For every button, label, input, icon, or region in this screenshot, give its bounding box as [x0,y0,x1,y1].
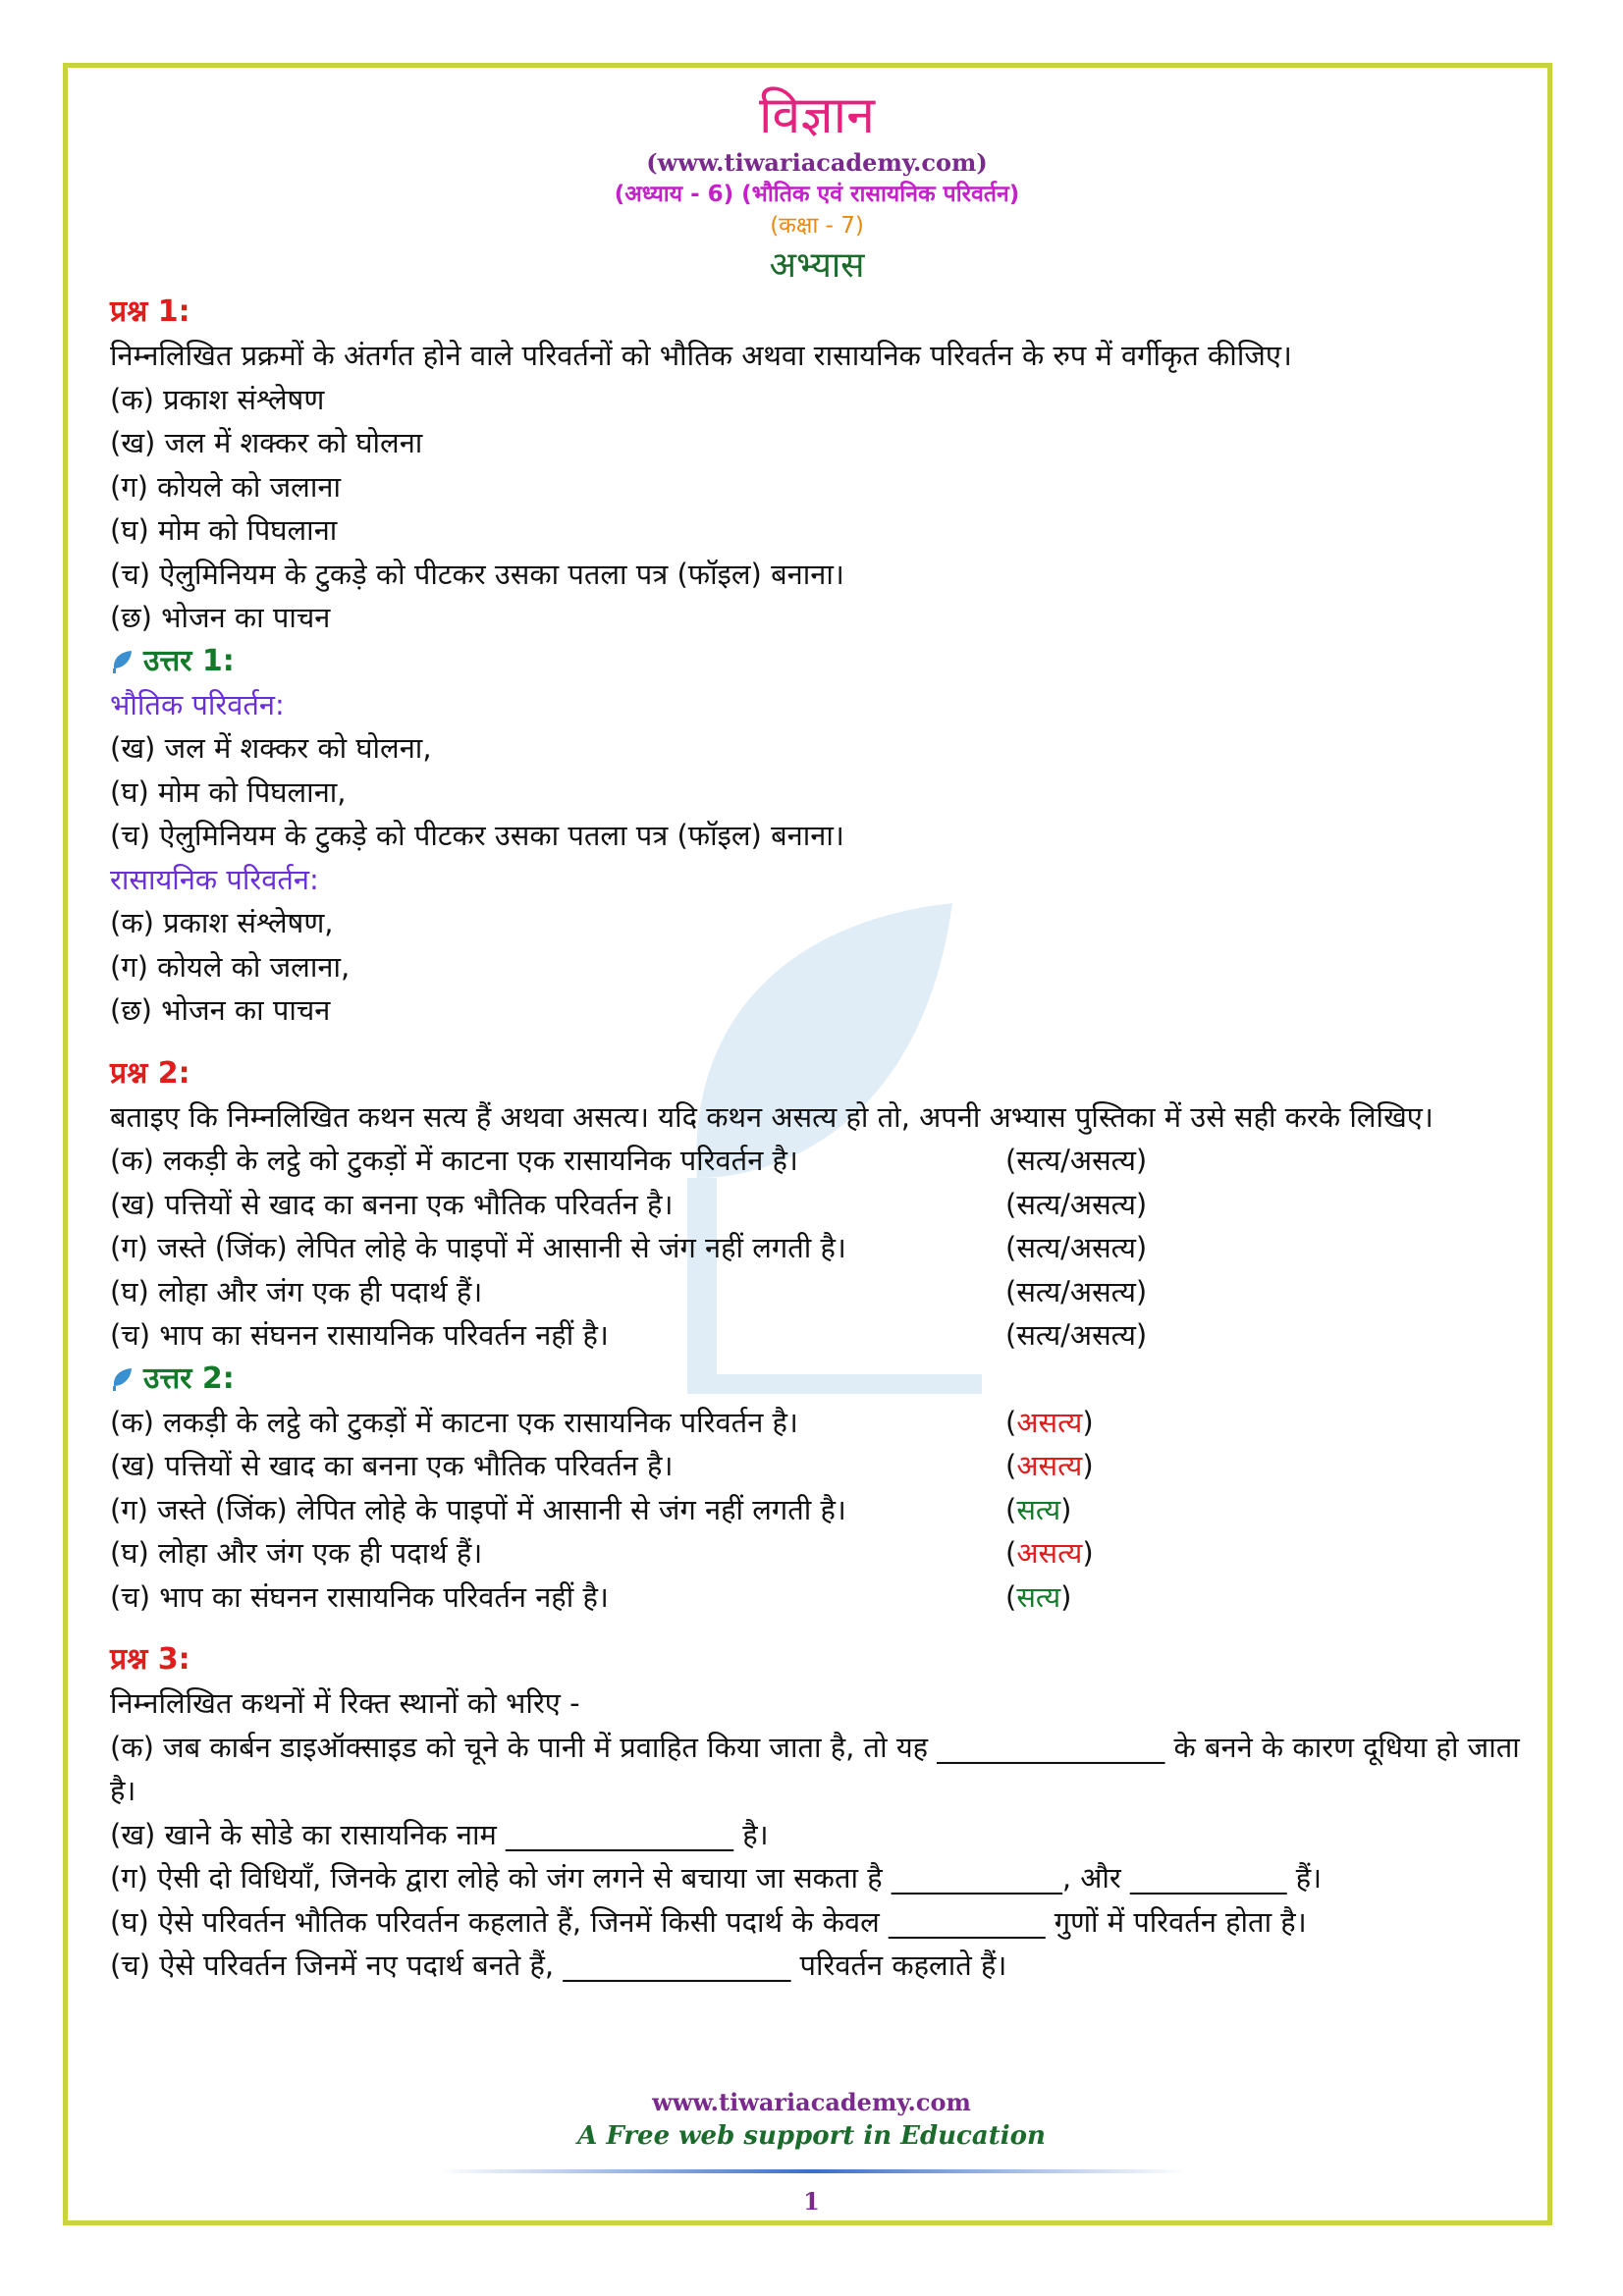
question-3-heading: प्रश्न 3: [110,1642,190,1677]
statement: (क) लकड़ी के लट्ठे को टुकड़ों में काटना एक रासायनिक परिवर्तन है। [110,1144,798,1177]
answer-row [110,1401,1524,1445]
answer-row [110,1575,1524,1620]
choice-label: (सत्य/असत्य) [1005,1144,1148,1177]
list-item: (ख) जल में शक्कर को घोलना, [110,731,432,765]
answer-1-heading: उत्तर 1: [143,643,235,678]
statement: (क) लकड़ी के लट्ठे को टुकड़ों में काटना एक रासायनिक परिवर्तन है। [110,1405,798,1439]
answer-2-heading: उत्तर 2: [143,1361,235,1396]
section-title: अभ्यास [769,245,865,286]
list-item: (घ) मोम को पिघलाना, [110,774,347,809]
list-item: (घ) ऐसे परिवर्तन भौतिक परिवर्तन कहलाते हैं, जिनमें किसी पदार्थ के केवल ___________ गुणों में परिवर्तन होता है। [110,1904,1307,1939]
list-item: (घ) मोम को पिघलाना [110,513,338,547]
answer-row [110,1444,1524,1488]
statement: (घ) लोहा और जंग एक ही पदार्थ हैं। [110,1536,483,1570]
choice-label: (सत्य/असत्य) [1005,1231,1148,1264]
header-url: (www.tiwariacademy.com) [646,148,988,177]
class-label: (कक्षा - 7) [770,213,864,239]
question-1-heading: प्रश्न 1: [110,294,190,329]
list-item: (ग) कोयले को जलाना [110,469,341,504]
list-item: (ग) कोयले को जलाना, [110,949,351,984]
footer-tagline: A Free web support in Education [577,2121,1046,2151]
answer-verdict: (असत्य) [1005,1536,1094,1570]
answer-verdict: (असत्य) [1005,1449,1094,1482]
list-item: (ग) ऐसी दो विधियाँ, जिनके द्वारा लोहे को जंग लगने से बचाया जा सकता है ____________, और ___________ हैं। [110,1861,1323,1895]
list-item: (च) ऐलुमिनियम के टुकड़े को पीटकर उसका पतला पत्र (फॉइल) बनाना। [110,819,844,852]
leaf-icon [110,649,135,674]
chemical-change-label: रासायनिक परिवर्तन: [110,862,319,896]
choice-label: (सत्य/असत्य) [1005,1318,1148,1352]
choice-label: (सत्य/असत्य) [1005,1274,1148,1308]
list-item: (च) ऐलुमिनियम के टुकड़े को पीटकर उसका पतला पत्र (फॉइल) बनाना। [110,557,844,591]
list-item: (ख) खाने के सोडे का रासायनिक नाम ________________ है। [110,1817,769,1851]
statement: (ग) जस्ते (जिंक) लेपित लोहे के पाइपों में आसानी से जंग नहीं लगती है। [110,1492,846,1526]
list-item: (क) जब कार्बन डाइऑक्साइड को चूने के पानी में प्रवाहित किया जाता है, तो यह ________________ के बनने के कारण दूधिया हो जाता है। [110,1730,1520,1807]
answer-2-heading-row [110,1358,1524,1401]
footer [0,2087,1623,2218]
chapter-title: (अध्याय - 6) (भौतिक एवं रासायनिक परिवर्तन) [614,182,1020,207]
footer-divider [439,2169,1185,2173]
worksheet [110,84,1524,1988]
statement: (च) भाप का संघनन रासायनिक परिवर्तन नहीं है। [110,1579,609,1614]
statement: (च) भाप का संघनन रासायनिक परिवर्तन नहीं है। [110,1318,609,1352]
choice-label: (सत्य/असत्य) [1005,1187,1148,1221]
question-3-text: निम्नलिखित कथनों में रिक्त स्थानों को भरिए - [110,1686,580,1720]
true-false-row [110,1139,1524,1183]
list-item: (ख) जल में शक्कर को घोलना [110,426,423,459]
answer-verdict: (सत्य) [1005,1579,1072,1614]
page-title: विज्ञान [758,86,876,145]
true-false-row [110,1183,1524,1227]
header [110,84,1524,291]
answer-row [110,1531,1524,1575]
true-false-row [110,1226,1524,1270]
list-item: (च) ऐसे परिवर्तन जिनमें नए पदार्थ बनते हैं, ________________ परिवर्तन कहलाते हैं। [110,1949,1007,1982]
list-item: (क) प्रकाश संश्लेषण, [110,906,334,939]
list-item: (क) प्रकाश संश्लेषण [110,382,325,416]
leaf-icon [110,1366,135,1392]
question-1-text: निम्नलिखित प्रक्रमों के अंतर्गत होने वाले परिवर्तनों को भौतिक अथवा रासायनिक परिवर्तन के रुप में वर्गीकृत कीजिए। [110,339,1292,372]
answer-row [110,1488,1524,1532]
list-item: (छ) भोजन का पाचन [110,601,331,634]
statement: (घ) लोहा और जंग एक ही पदार्थ हैं। [110,1274,483,1308]
statement: (ख) पत्तियों से खाद का बनना एक भौतिक परिवर्तन है। [110,1187,674,1221]
statement: (ग) जस्ते (जिंक) लेपित लोहे के पाइपों में आसानी से जंग नहीं लगती है। [110,1231,846,1264]
answer-1-heading-row [110,640,1524,683]
footer-url: www.tiwariacademy.com [652,2088,971,2116]
page-number: 1 [803,2187,820,2216]
physical-change-label: भौतिक परिवर्तन: [110,687,285,721]
true-false-row [110,1313,1524,1358]
list-item: (छ) भोजन का पाचन [110,993,331,1027]
statement: (ख) पत्तियों से खाद का बनना एक भौतिक परिवर्तन है। [110,1449,674,1482]
answer-verdict: (असत्य) [1005,1405,1094,1439]
true-false-row [110,1270,1524,1314]
answer-verdict: (सत्य) [1005,1492,1072,1526]
question-2-text: बताइए कि निम्नलिखित कथन सत्य हैं अथवा असत्य। यदि कथन असत्य हो तो, अपनी अभ्यास पुस्तिका में उसे सही करके लिखिए। [110,1099,1434,1134]
question-2-heading: प्रश्न 2: [110,1055,190,1091]
